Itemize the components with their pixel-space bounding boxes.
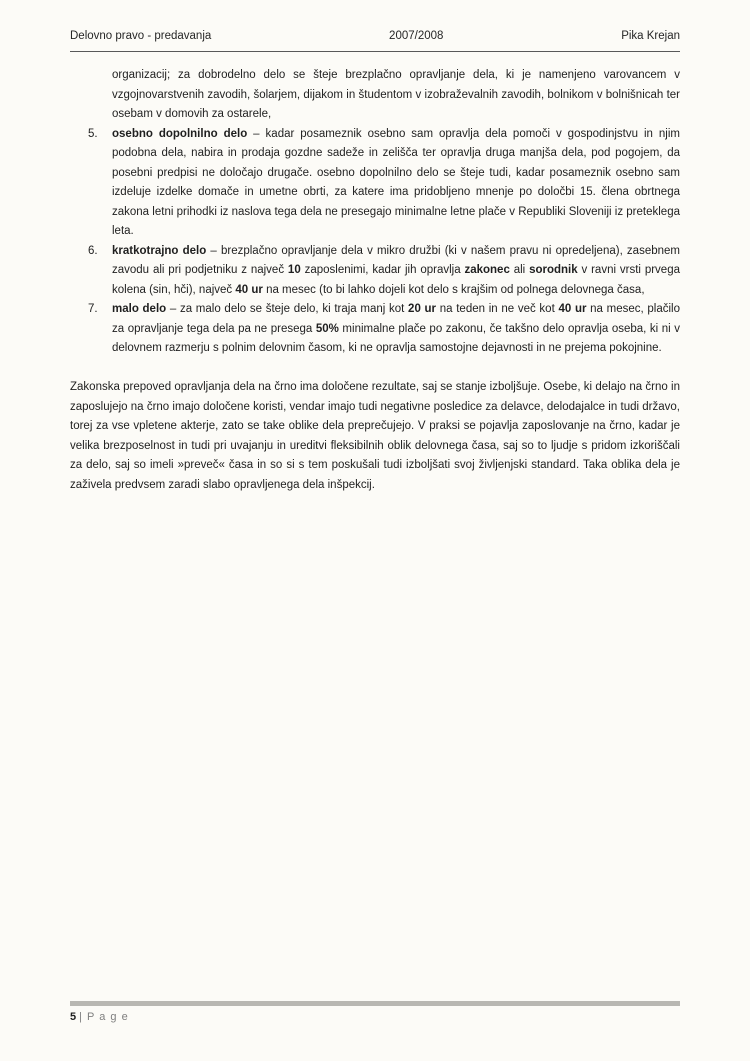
numbered-list [70,125,680,359]
list-item-text [112,125,680,242]
list-item-number: 5. [88,127,98,140]
list-item [70,125,680,242]
bold-term: sorodnik [529,264,578,276]
list-item-number: 7. [88,303,98,315]
text-segment: – brezplačno opravljanje dela v mikro družbi (ki v našem pravu ni opredeljena), zasebnem zavodu ali pri podjetniku z največ [112,244,680,276]
text-segment: v ravni vrsti prvega kolena (sin, hči), največ [112,264,680,296]
text-segment: ali [509,264,530,276]
bold-term: zakonec [464,264,510,276]
header-course-title: Delovno pravo - predavanja [70,30,212,42]
text-segment: na mesec, plačilo za opravljanje tega dela pa ne presega [112,303,680,335]
page-word: | P a g e [79,1011,129,1023]
closing-paragraph: Zakonska prepoved opravljanja dela na črno ima določene rezultate, saj se stanje izboljšuje. Osebe, ki delajo na črno in zaposlujejo na črno imajo določene koristi, vendar imajo tudi negativne posledice za delavce, delodajalce in tudi državo, torej za vse vpletene akterje, zato se take oblike dela preprečujejo. V praksi se pojavlja zaposlovanje na črno, kadar je velika brezposelnost in tudi pri uvajanju in ureditvi fleksibilnih oblik delovnega časa, saj so to ljudje s pridom izkoriščali za delo, saj so imeli »preveč« časa in so si s tem poskušali tudi izboljšati svoj življenjski standard. Taka oblika dela je zaživela predvsem zaradi slabo opravljenega dela inšpekcij. [70,381,680,491]
bold-term: 50% [315,322,339,335]
list-item-number: 6. [88,244,98,257]
page-footer [70,1001,680,1023]
bold-term: 20 ur [408,303,437,315]
list-item [70,300,680,359]
text-segment: na teden in ne več kot [436,303,559,315]
list-item-text [112,242,680,301]
text-segment: – kadar posameznik osebno sam opravlja dela pomoči v gospodinjstvu in njim podobna dela, nabira in prodaja gozdne sadeže in zelišča ter opravlja druga manjša dela, pod pogojem, da posebni predpisi ne določajo drugače. osebno dopolnilno delo se šteje tudi, kadar posameznik osebno sam izdeluje izdelke domače in umetne obrti, za katere ima pridobljeno mnenje po določbi 15. člena obrtnega zakona letni prihodki iz naslova tega dela ne presegajo minimalne letne plače v Republiki Sloveniji iz preteklega leta. [112,127,680,237]
page-number: 5 [70,1011,77,1023]
intro-paragraph: organizacij; za dobrodelno delo se šteje brezplačno opravljanje dela, ki je namenjeno varovancem v vzgojnovarstvenih zavodih, šolarjem, dijakom in študentom v izobraževalnih zavodih, bolnikom v bolnišnicah ter osebam v domovih za ostarele, [112,69,680,120]
bold-term: malo delo [112,303,167,315]
bold-term: 40 ur [558,303,587,315]
page-header [70,30,680,52]
page-number-label [70,1011,680,1023]
text-segment: zaposlenimi, kadar jih opravlja [300,264,465,276]
text-segment: – za malo delo se šteje delo, ki traja manj kot [166,303,409,315]
header-author: Pika Krejan [621,30,680,42]
list-item-text [112,300,680,359]
header-academic-year: 2007/2008 [389,30,444,42]
footer-rule [70,1001,680,1006]
text-segment: na mesec (to bi lahko dojeli kot delo s krajšim od polnega delovnega časa, [262,283,645,296]
text-segment: minimalne plače po zakonu, če takšno delo opravlja oseba, ki ni v delovnem razmerju s polnim delovnim časom, ki ne opravlja samostojne dejavnosti in ne prejema pokojnine. [112,322,680,354]
bold-term: 10 [287,264,301,276]
page-body [70,66,680,495]
bold-term: kratkotrajno delo [112,244,207,257]
bold-term: 40 ur [235,283,263,296]
bold-term: osebno dopolnilno delo [112,127,248,140]
list-item [70,242,680,301]
